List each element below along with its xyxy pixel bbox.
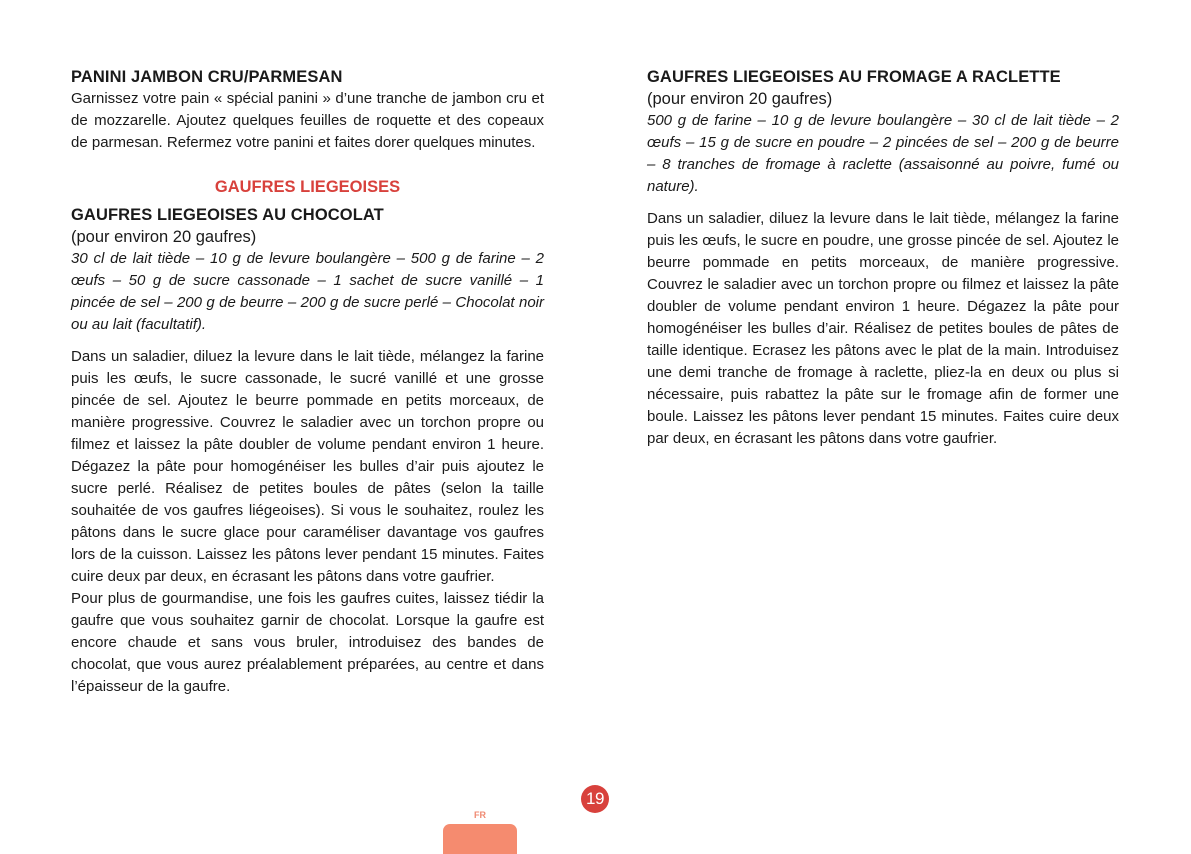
raclette-instructions: Dans un saladier, diluez la levure dans le lait tiède, mélangez la farine puis les œufs, le sucre en poudre, une grosse pincée de sel. Ajoutez le beurre pommade en petits morceaux, de manière progressive. Couvrez le saladier avec un torchon propre ou filmez et laissez la pâte doubler de volume pendant environ 1 heure. Dégazez la pâte pour homogénéiser les bulles d’air. Réalisez de petites boules de pâtes de taille identique. Ecrasez les pâtons avec le plat de la main. Introduisez une demi tranche de fromage à raclette, pliez-la en deux ou plus si nécessaire, puis rabattez la pâte sur le fromage afin de former une boule. Laissez les pâtons lever pendant 15 minutes. Faites cuire deux par deux, en écrasant les pâtons dans votre gaufrier. [647, 210, 1119, 447]
raclette-title: GAUFRES LIEGEOISES AU FROMAGE A RACLETTE [647, 68, 1061, 86]
panini-text: Garnissez votre pain « spécial panini » d’une tranche de jambon cru et de mozzarelle. Ajoutez quelques feuilles de roquette et des copeaux de parmesan. Refermez votre panini et faites dorer quelques minutes. [71, 90, 544, 151]
left-column [71, 66, 544, 698]
chocolat-subtitle: (pour environ 20 gaufres) [71, 228, 257, 246]
chocolat-ingredients: 30 cl de lait tiède – 10 g de levure boulangère – 500 g de farine – 2 œufs – 50 g de sucre cassonade – 1 sachet de sucre vanillé – 1 pincée de sel – 200 g de beurre – 200 g de sucre perlé – Chocolat noir ou au lait (facultatif). [71, 250, 544, 333]
section-title: GAUFRES LIEGEOISES [214, 178, 401, 196]
chocolat-instructions: Dans un saladier, diluez la levure dans le lait tiède, mélangez la farine puis les œufs, le sucre cassonade, le sucré vanillé et une grosse pincée de sel. Ajoutez le beurre pommade en petits morceaux, de manière progressive. Couvrez le saladier avec un torchon propre ou filmez et laissez la pâte doubler de volume pendant environ 1 heure. Dégazez la pâte pour homogénéiser les bulles d’air puis ajoutez le sucre perlé. Réalisez de petites boules de pâtes (selon la taille souhaitée de vos gaufres liégeoises). Si vous le souhaitez, roulez les pâtons dans le sucre glace pour caraméliser davantage vos gaufres lors de la cuisson. Laissez les pâtons lever pendant 15 minutes. Faites cuire deux par deux, en écrasant les pâtons dans votre gaufrier. [71, 348, 544, 585]
page-number: 19 [581, 785, 609, 813]
panini-title: PANINI JAMBON CRU/PARMESAN [71, 68, 343, 86]
raclette-subtitle: (pour environ 20 gaufres) [647, 90, 833, 108]
language-label: FR [474, 810, 486, 820]
right-column [647, 66, 1119, 450]
chocolat-title: GAUFRES LIEGEOISES AU CHOCOLAT [71, 206, 384, 224]
raclette-ingredients: 500 g de farine – 10 g de levure boulangère – 30 cl de lait tiède – 2 œufs – 15 g de sucre en poudre – 2 pincées de sel – 200 g de beurre – 8 tranches de fromage à raclette (assaisonné au poivre, fumé ou nature). [647, 112, 1119, 195]
chocolat-tip: Pour plus de gourmandise, une fois les gaufres cuites, laissez tiédir la gaufre que vous souhaitez garnir de chocolat. Lorsque la gaufre est encore chaude et sans vous bruler, introduisez des bandes de chocolat, que vous aurez préalablement préparées, au centre et dans l’épaisseur de la gaufre. [71, 590, 544, 695]
